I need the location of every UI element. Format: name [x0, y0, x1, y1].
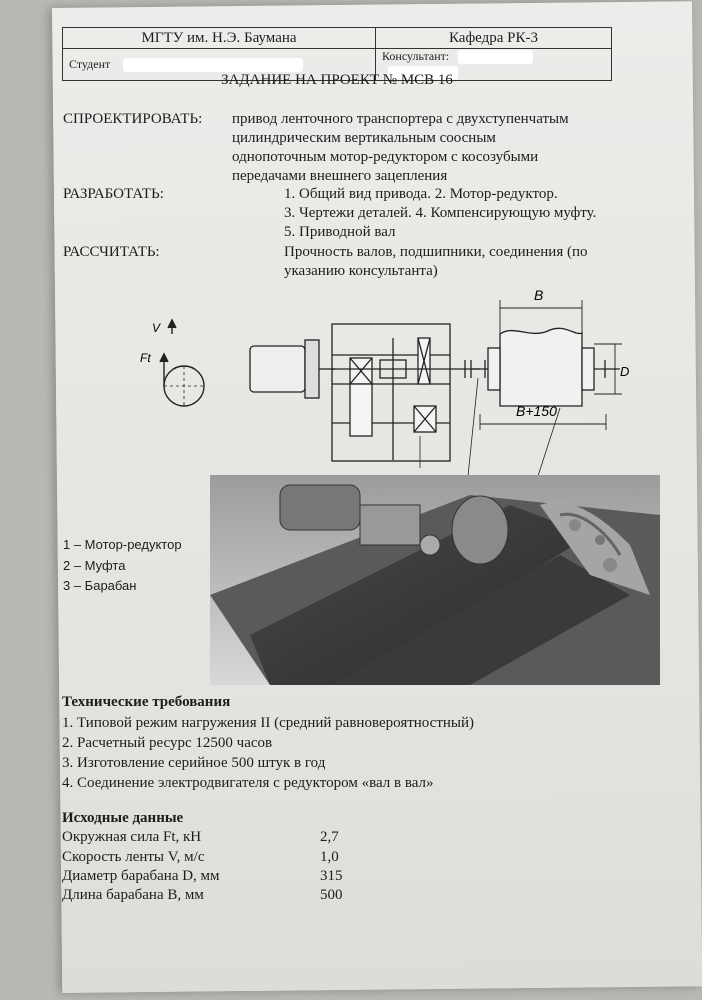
dimension-b-label: B	[534, 287, 544, 303]
tech-requirements-title: Технические требования	[62, 694, 231, 710]
task-develop-line: 3. Чертежи деталей. 4. Компенсирующую муфту.	[284, 205, 597, 221]
conveyor-photo	[210, 475, 660, 685]
initial-data-value: 2,7	[320, 829, 339, 845]
task-label-design: СПРОЕКТИРОВАТЬ:	[63, 111, 203, 127]
department-cell	[376, 28, 612, 49]
gearbox-schematic	[332, 324, 480, 461]
initial-data-value: 315	[320, 868, 343, 884]
requirement-item: 4. Соединение электродвигателя с редуктором «вал в вал»	[62, 775, 434, 791]
legend-item: 1 – Мотор-редуктор	[63, 537, 182, 552]
project-title: ЗАДАНИЕ НА ПРОЕКТ № МСВ 16	[221, 72, 453, 88]
legend-item: 3 – Барабан	[63, 578, 137, 593]
task-label-calc: РАССЧИТАТЬ:	[63, 244, 160, 260]
task-calc-line: указанию консультанта)	[284, 263, 438, 279]
drum-force-sketch	[160, 320, 204, 406]
university-cell	[63, 28, 376, 49]
initial-data-value: 500	[320, 887, 343, 903]
dimension-b150-label: B+150	[516, 403, 557, 419]
initial-data-label: Длина барабана B, мм	[62, 887, 204, 903]
task-label-develop: РАЗРАБОТАТЬ:	[63, 186, 164, 202]
task-design-line: однопоточным мотор-редуктором с косозубыми	[232, 149, 539, 165]
velocity-label: V	[152, 321, 161, 335]
consultant-redaction	[458, 50, 533, 64]
task-calc-text	[284, 243, 684, 281]
requirement-item: 1. Типовой режим нагружения II (средний равновероятностный)	[62, 715, 475, 731]
initial-data-label: Скорость ленты V, м/с	[62, 849, 205, 865]
dimension-d-label: D	[620, 364, 630, 379]
task-calc-line: Прочность валов, подшипники, соединения (по	[284, 244, 588, 260]
motor-symbol	[250, 340, 335, 398]
task-develop-line: 1. Общий вид привода. 2. Мотор-редуктор.	[284, 186, 558, 202]
task-design-text	[232, 110, 632, 186]
consultant-label: Консультант:	[382, 49, 450, 63]
initial-data-label: Диаметр барабана D, мм	[62, 868, 220, 884]
task-design-line: привод ленточного транспортера с двухступенчатым	[232, 111, 569, 127]
initial-data-title: Исходные данные	[62, 810, 184, 826]
kinematic-diagram	[60, 278, 660, 478]
initial-data-label: Окружная сила Ft, кН	[62, 829, 202, 845]
tech-requirements-list	[62, 713, 474, 793]
university-name: МГТУ им. Н.Э. Баумана	[141, 29, 297, 46]
requirement-item: 3. Изготовление серийное 500 штук в год	[62, 755, 326, 771]
requirement-item: 2. Расчетный ресурс 12500 часов	[62, 735, 273, 751]
task-design-line: передачами внешнего зацепления	[232, 168, 448, 184]
force-label: Ft	[140, 351, 151, 365]
task-design-line: цилиндрическим вертикальным соосным	[232, 130, 496, 146]
task-develop-line: 5. Приводной вал	[284, 224, 396, 240]
task-develop-text	[284, 185, 684, 242]
department-name: Кафедра РК-3	[448, 29, 539, 46]
student-redaction	[123, 58, 303, 72]
legend-item: 2 – Муфта	[63, 558, 126, 573]
initial-data-value: 1,0	[320, 849, 339, 865]
student-label: Студент	[69, 56, 111, 71]
